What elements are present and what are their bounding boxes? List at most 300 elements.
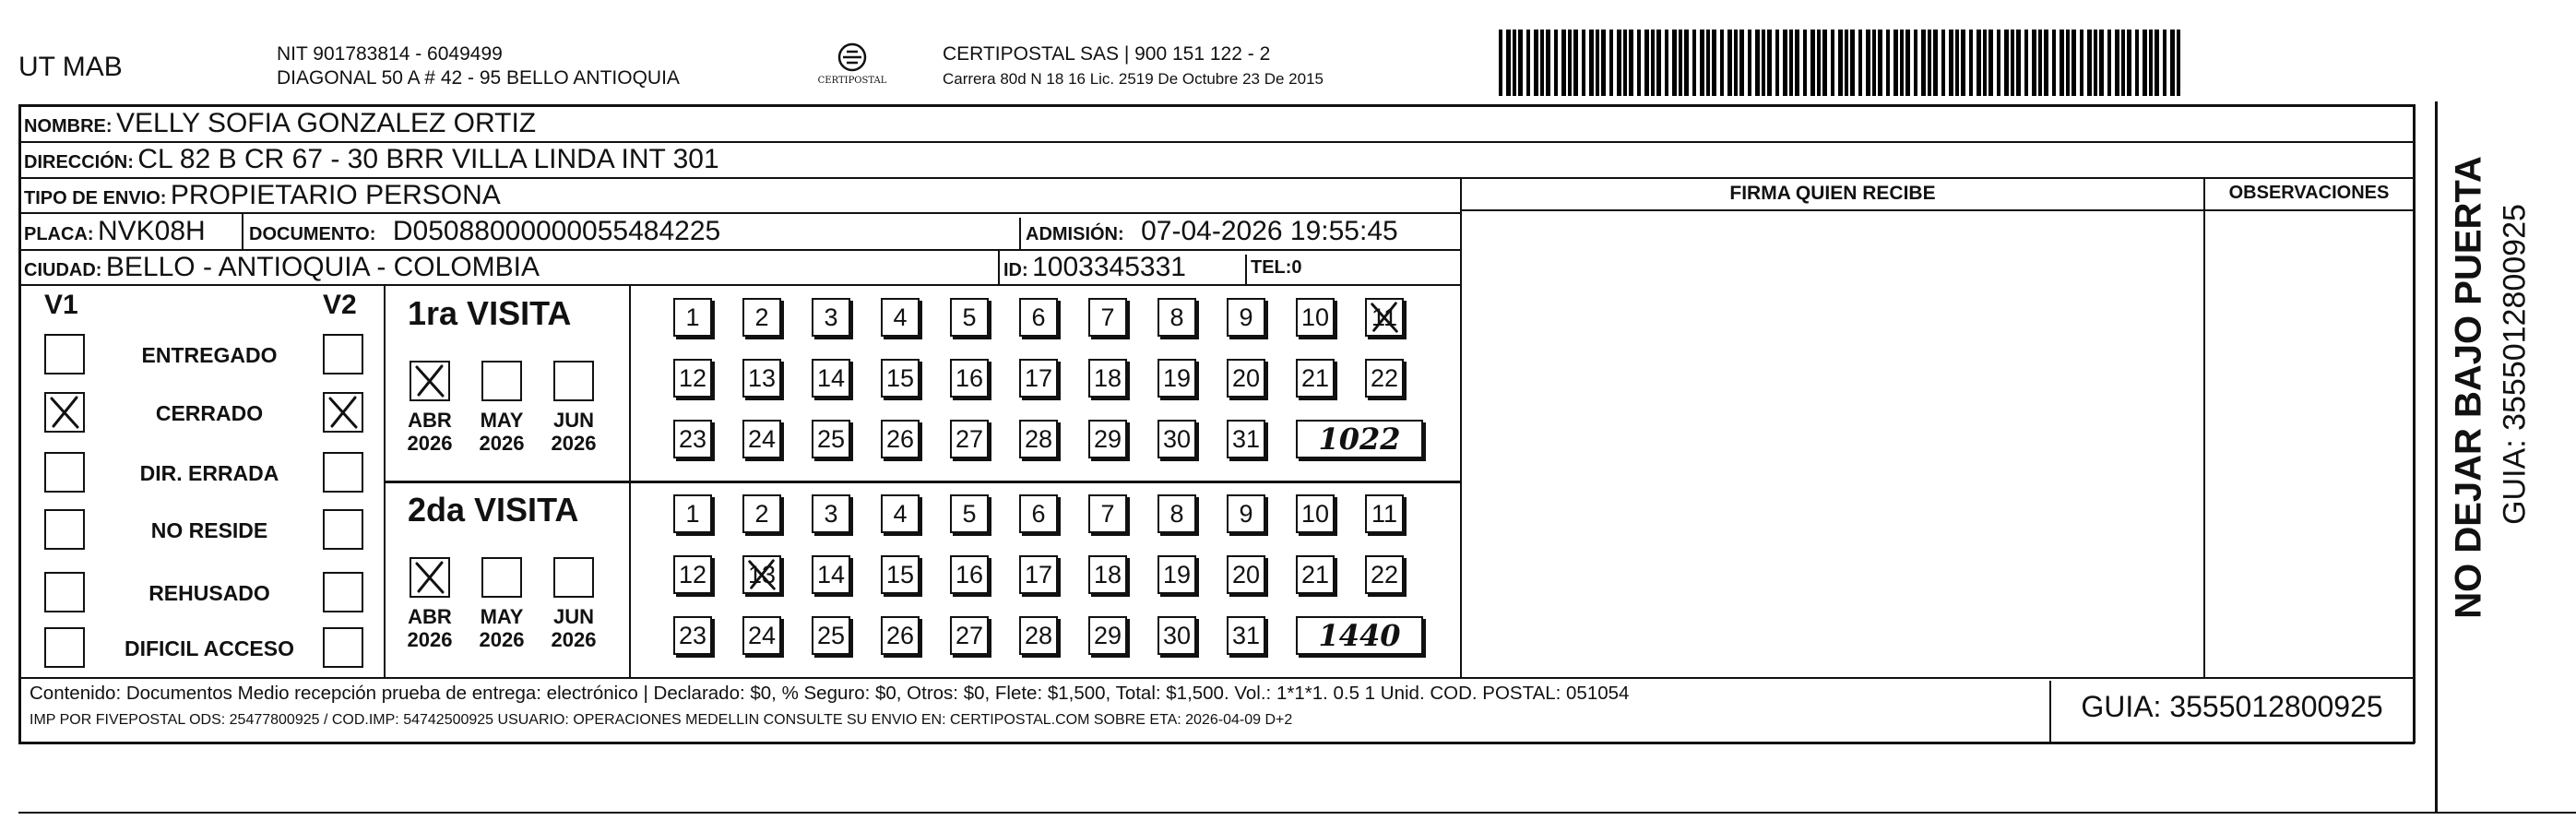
v1-checkbox[interactable] <box>44 334 85 374</box>
barcode-bar <box>2155 30 2159 96</box>
barcode-bar <box>1651 30 1655 96</box>
v2-checkbox[interactable] <box>323 572 363 612</box>
day-box[interactable] <box>812 420 850 458</box>
barcode-bar <box>1601 30 1606 96</box>
barcode-bar <box>2163 30 2166 96</box>
barcode-bar <box>2016 30 2021 96</box>
barcode <box>1499 30 2181 96</box>
day-number: 26 <box>885 622 915 649</box>
placa-field <box>24 216 206 252</box>
day-box[interactable] <box>881 494 920 533</box>
day-number: 9 <box>1239 303 1253 331</box>
day-number: 31 <box>1231 622 1261 649</box>
day-box[interactable] <box>1365 298 1404 337</box>
status-label: DIR. ERRADA <box>139 461 279 485</box>
placa-label: PLACA: <box>24 224 94 244</box>
day-box[interactable] <box>742 616 781 655</box>
barcode-bar <box>1810 30 1815 96</box>
month-checkbox[interactable] <box>410 557 450 598</box>
day-box[interactable] <box>812 359 850 398</box>
placa-value: NVK08H <box>98 216 206 246</box>
day-box[interactable] <box>1088 494 1127 533</box>
day-number: 30 <box>1162 425 1192 453</box>
month-year: 2026 <box>407 628 453 651</box>
day-number: 18 <box>1093 364 1122 392</box>
status-label: NO RESIDE <box>150 518 268 542</box>
day-number: 21 <box>1300 364 1330 392</box>
barcode-bar <box>1755 30 1760 96</box>
day-number: 13 <box>747 561 777 588</box>
month-caption <box>469 605 535 651</box>
barcode-bar <box>1949 30 1953 96</box>
day-number: 14 <box>816 364 846 392</box>
day-number: 11 <box>1371 500 1398 528</box>
barcode-bar <box>1789 30 1793 96</box>
day-number: 5 <box>962 303 977 331</box>
day-number: 24 <box>747 622 777 649</box>
observaciones-header: OBSERVACIONES <box>2228 183 2390 203</box>
day-box[interactable] <box>673 359 712 398</box>
day-number: 15 <box>885 561 915 588</box>
check-mark-icon <box>411 559 448 596</box>
barcode-bar <box>2177 30 2180 96</box>
day-number: 6 <box>1031 303 1046 331</box>
barcode-bar <box>1644 30 1649 96</box>
day-number: 14 <box>816 561 846 588</box>
barcode-bar <box>2099 30 2104 96</box>
day-number: 20 <box>1231 364 1261 392</box>
day-number: 17 <box>1024 364 1053 392</box>
firma-header: FIRMA QUIEN RECIBE <box>1729 183 1936 204</box>
day-box[interactable] <box>1227 494 1265 533</box>
barcode-bar <box>1866 30 1870 96</box>
month-checkbox[interactable] <box>553 361 594 401</box>
day-number: 27 <box>955 425 984 453</box>
v1-checkbox[interactable] <box>44 509 85 550</box>
v2-checkbox[interactable] <box>323 334 363 374</box>
contenido-text: Contenido: Documentos Medio recepción prueba de entrega: electrónico | Declarado: $0, % Seguro: $0, Otros: $0, Flete: $1,500, Total: $1,500. Vol.: 1*1*1. 0.5 1 Unid. COD. POSTAL: 051054 <box>30 683 1630 704</box>
v1-checkbox[interactable] <box>44 452 85 493</box>
barcode-bar <box>1969 30 1973 96</box>
documento-label: DOCUMENTO: <box>249 224 376 244</box>
barcode-bar <box>1554 30 1558 96</box>
tel-field <box>1251 252 1302 285</box>
barcode-bar <box>2066 30 2070 96</box>
day-box[interactable] <box>812 616 850 655</box>
barcode-bar <box>2032 30 2036 96</box>
barcode-bar <box>1977 30 1981 96</box>
barcode-bar <box>1838 30 1843 96</box>
day-number: 1 <box>685 500 700 528</box>
barcode-bar <box>1933 30 1938 96</box>
day-number: 10 <box>1300 303 1330 331</box>
barcode-bar <box>1672 30 1677 96</box>
day-box[interactable] <box>950 616 989 655</box>
direccion-field <box>24 144 719 180</box>
day-number: 8 <box>1169 500 1184 528</box>
day-number: 5 <box>962 500 977 528</box>
barcode-bar <box>1656 30 1661 96</box>
handwritten-time: 1440 <box>1296 616 1423 655</box>
status-label: DIFICIL ACCESO <box>124 636 294 660</box>
day-number: 6 <box>1031 500 1046 528</box>
day-mark-icon <box>744 557 779 592</box>
company-name: UT MAB <box>18 52 123 82</box>
firma-area[interactable] <box>1463 212 2202 676</box>
day-number: 16 <box>955 364 984 392</box>
day-number: 25 <box>816 425 846 453</box>
month-name: JUN <box>552 605 594 628</box>
barcode-bar <box>1596 30 1599 96</box>
barcode-bar <box>1637 30 1641 96</box>
day-box[interactable] <box>1227 420 1265 458</box>
barcode-bar <box>1817 30 1821 96</box>
day-box[interactable] <box>742 494 781 533</box>
day-box[interactable] <box>1088 420 1127 458</box>
certipostal-logo <box>815 41 889 96</box>
day-number: 29 <box>1093 622 1122 649</box>
barcode-bar <box>1573 30 1578 96</box>
barcode-bar <box>2044 30 2048 96</box>
barcode-bar <box>1845 30 1848 96</box>
day-number: 3 <box>824 303 838 331</box>
barcode-bar <box>1762 30 1765 96</box>
barcode-bar <box>1582 30 1585 96</box>
day-number: 31 <box>1231 425 1261 453</box>
v2-header: V2 <box>323 290 357 320</box>
nombre-value: VELLY SOFIA GONZALEZ ORTIZ <box>116 108 537 138</box>
day-box[interactable] <box>1365 555 1404 594</box>
visit-title: 1ra VISITA <box>408 294 572 332</box>
day-box[interactable] <box>1019 616 1058 655</box>
nombre-field <box>24 108 536 144</box>
day-box[interactable] <box>673 616 712 655</box>
barcode-bar <box>1961 30 1965 96</box>
check-mark-icon <box>46 394 83 431</box>
day-number: 25 <box>816 622 846 649</box>
status-label: ENTREGADO <box>141 343 278 367</box>
day-box[interactable] <box>742 555 781 594</box>
v1-header: V1 <box>44 290 78 320</box>
day-number: 28 <box>1024 622 1053 649</box>
barcode-bar <box>1997 30 2000 96</box>
month-year: 2026 <box>479 628 525 651</box>
month-checkbox[interactable] <box>410 361 450 401</box>
certipostal-company: CERTIPOSTAL SAS | 900 151 122 - 2 <box>943 43 1271 65</box>
month-name: ABR <box>408 409 452 432</box>
barcode-bar <box>1748 30 1751 96</box>
day-box[interactable] <box>1296 359 1335 398</box>
month-year: 2026 <box>551 432 597 455</box>
day-box[interactable] <box>673 298 712 337</box>
day-box[interactable] <box>1227 616 1265 655</box>
day-box[interactable] <box>1019 555 1058 594</box>
day-number: 23 <box>678 425 707 453</box>
day-number: 28 <box>1024 425 1053 453</box>
day-box[interactable] <box>1019 298 1058 337</box>
day-number: 3 <box>824 500 838 528</box>
day-box[interactable] <box>1157 359 1196 398</box>
barcode-bar <box>1513 30 1516 96</box>
day-number: 24 <box>747 425 777 453</box>
day-box[interactable] <box>742 359 781 398</box>
day-box[interactable] <box>1088 359 1127 398</box>
day-number: 30 <box>1162 622 1192 649</box>
day-number: 23 <box>678 622 707 649</box>
day-box[interactable] <box>1157 420 1196 458</box>
nombre-label: NOMBRE: <box>24 116 113 137</box>
barcode-bar <box>1665 30 1668 96</box>
day-box[interactable] <box>742 298 781 337</box>
ciudad-value: BELLO - ANTIOQUIA - COLOMBIA <box>105 252 540 282</box>
day-number: 7 <box>1100 303 1115 331</box>
day-box[interactable] <box>673 420 712 458</box>
imp-text: IMP POR FIVEPOSTAL ODS: 25477800925 / COD.IMP: 54742500925 USUARIO: OPERACIONES MEDELLIN CONSULTE SU ENVIO EN: CERTIPOSTAL.COM SOBRE ETA: 2026-04-09 D+2 <box>30 712 1293 728</box>
barcode-bar <box>2094 30 2097 96</box>
barcode-bar <box>1822 30 1827 96</box>
barcode-bar <box>1795 30 1799 96</box>
barcode-bar <box>2011 30 2014 96</box>
v2-checkbox[interactable] <box>323 627 363 668</box>
v2-checkbox[interactable] <box>323 452 363 493</box>
barcode-bar <box>2115 30 2119 96</box>
month-caption <box>540 605 607 651</box>
day-number: 29 <box>1093 425 1122 453</box>
day-number: 22 <box>1370 364 1399 392</box>
day-number: 13 <box>747 364 777 392</box>
day-box[interactable] <box>1157 298 1196 337</box>
month-year: 2026 <box>407 432 453 455</box>
day-number: 22 <box>1370 561 1399 588</box>
day-box[interactable] <box>881 420 920 458</box>
barcode-bar <box>1767 30 1772 96</box>
barcode-bar <box>1540 30 1544 96</box>
day-number: 15 <box>885 364 915 392</box>
barcode-bar <box>1831 30 1834 96</box>
barcode-bar <box>1589 30 1594 96</box>
barcode-bar <box>2107 30 2111 96</box>
day-box[interactable] <box>1365 359 1404 398</box>
day-box[interactable] <box>1019 420 1058 458</box>
direccion-value: CL 82 B CR 67 - 30 BRR VILLA LINDA INT 301 <box>137 144 719 174</box>
day-number: 2 <box>754 303 769 331</box>
sender-address: DIAGONAL 50 A # 42 - 95 BELLO ANTIOQUIA <box>277 67 680 89</box>
day-number: 19 <box>1162 561 1192 588</box>
day-box[interactable] <box>1088 616 1127 655</box>
side-title: NO DEJAR BAJO PUERTA <box>2448 156 2489 619</box>
logo-icon <box>815 41 889 96</box>
day-box[interactable] <box>1088 555 1127 594</box>
barcode-bar <box>1623 30 1627 96</box>
barcode-bar <box>1706 30 1710 96</box>
day-number: 7 <box>1100 500 1115 528</box>
barcode-bar <box>1561 30 1566 96</box>
barcode-bar <box>1739 30 1744 96</box>
barcode-bar <box>1734 30 1738 96</box>
day-box[interactable] <box>1296 555 1335 594</box>
barcode-bar <box>1506 30 1511 96</box>
barcode-bar <box>1941 30 1945 96</box>
day-number: 20 <box>1231 561 1261 588</box>
admision-field <box>1026 216 1398 252</box>
barcode-bar <box>1617 30 1621 96</box>
check-mark-icon <box>411 363 448 399</box>
month-caption <box>397 409 463 455</box>
barcode-bar <box>1983 30 1987 96</box>
barcode-bar <box>1955 30 1959 96</box>
month-caption <box>397 605 463 651</box>
day-box[interactable] <box>1019 359 1058 398</box>
day-number: 12 <box>678 561 707 588</box>
day-box[interactable] <box>881 298 920 337</box>
month-checkbox[interactable] <box>481 557 522 598</box>
tel-label: TEL:0 <box>1251 257 1302 278</box>
logo-text: CERTIPOSTAL <box>817 76 887 86</box>
barcode-bar <box>1692 30 1696 96</box>
day-box[interactable] <box>950 555 989 594</box>
barcode-bar <box>1534 30 1538 96</box>
month-name: ABR <box>408 605 452 628</box>
day-number: 26 <box>885 425 915 453</box>
day-number: 27 <box>955 622 984 649</box>
day-box[interactable] <box>950 359 989 398</box>
day-box[interactable] <box>1157 616 1196 655</box>
barcode-bar <box>1712 30 1716 96</box>
barcode-bar <box>1499 30 1502 96</box>
day-box[interactable] <box>812 555 850 594</box>
ciudad-field <box>24 252 540 288</box>
id-field <box>1003 252 1186 288</box>
barcode-bar <box>1546 30 1550 96</box>
v1-checkbox[interactable] <box>44 627 85 668</box>
barcode-bar <box>2127 30 2131 96</box>
day-box[interactable] <box>881 616 920 655</box>
ciudad-label: CIUDAD: <box>24 260 102 280</box>
barcode-bar <box>1921 30 1926 96</box>
barcode-bar <box>1720 30 1724 96</box>
barcode-bar <box>1858 30 1862 96</box>
day-box[interactable] <box>812 298 850 337</box>
barcode-bar <box>1629 30 1633 96</box>
barcode-bar <box>1905 30 1910 96</box>
barcode-bar <box>1518 30 1523 96</box>
month-year: 2026 <box>551 628 597 651</box>
day-box[interactable] <box>812 494 850 533</box>
month-checkbox[interactable] <box>481 361 522 401</box>
day-box[interactable] <box>881 359 920 398</box>
v2-checkbox[interactable] <box>323 392 363 433</box>
barcode-bar <box>1988 30 1993 96</box>
barcode-bar <box>2149 30 2153 96</box>
day-box[interactable] <box>881 555 920 594</box>
barcode-bar <box>1679 30 1682 96</box>
v2-checkbox[interactable] <box>323 509 363 550</box>
id-label: ID: <box>1003 260 1028 280</box>
barcode-bar <box>1700 30 1704 96</box>
month-name: MAY <box>480 605 524 628</box>
day-box[interactable] <box>1157 494 1196 533</box>
handwritten-time: 1022 <box>1296 420 1423 458</box>
day-number: 8 <box>1169 303 1184 331</box>
observaciones-area[interactable] <box>2206 212 2412 676</box>
barcode-bar <box>1928 30 1931 96</box>
month-caption <box>540 409 607 455</box>
month-caption <box>469 409 535 455</box>
barcode-bar <box>2170 30 2175 96</box>
barcode-bar <box>1775 30 1779 96</box>
day-box[interactable] <box>1296 298 1335 337</box>
day-number: 18 <box>1093 561 1122 588</box>
barcode-bar <box>2135 30 2139 96</box>
barcode-bar <box>1783 30 1787 96</box>
day-number: 16 <box>955 561 984 588</box>
day-box[interactable] <box>950 298 989 337</box>
day-box[interactable] <box>1019 494 1058 533</box>
day-number: 10 <box>1300 500 1330 528</box>
month-name: JUN <box>552 409 594 432</box>
month-checkbox[interactable] <box>553 557 594 598</box>
barcode-bar <box>2052 30 2056 96</box>
barcode-bar <box>1803 30 1807 96</box>
guia-footer: GUIA: 3555012800925 <box>2081 690 2383 723</box>
barcode-bar <box>2121 30 2125 96</box>
barcode-bar <box>1609 30 1613 96</box>
day-box[interactable] <box>1227 298 1265 337</box>
barcode-bar <box>2004 30 2009 96</box>
day-number: 21 <box>1300 561 1330 588</box>
nit: NIT 901783814 - 6049499 <box>277 43 503 65</box>
side-guia: GUIA: 3555012800925 <box>2497 204 2533 525</box>
day-box[interactable] <box>673 494 712 533</box>
tipo-envio-label: TIPO DE ENVIO: <box>24 188 167 208</box>
day-number: 12 <box>678 364 707 392</box>
admision-label: ADMISIÓN: <box>1026 224 1124 244</box>
day-box[interactable] <box>950 494 989 533</box>
barcode-bar <box>1893 30 1898 96</box>
day-number: 9 <box>1239 500 1253 528</box>
day-box[interactable] <box>1296 494 1335 533</box>
day-number: 19 <box>1162 364 1192 392</box>
documento-value: D05088000000055484225 <box>392 216 721 246</box>
barcode-bar <box>1914 30 1917 96</box>
day-mark-icon <box>1367 300 1402 335</box>
day-number: 4 <box>893 303 908 331</box>
month-name: MAY <box>480 409 524 432</box>
admision-value: 07-04-2026 19:55:45 <box>1141 216 1398 246</box>
barcode-bar <box>1886 30 1890 96</box>
barcode-bar <box>2038 30 2042 96</box>
barcode-bar <box>1568 30 1572 96</box>
day-box[interactable] <box>673 555 712 594</box>
day-box[interactable] <box>1088 298 1127 337</box>
day-box[interactable] <box>1365 494 1404 533</box>
id-value: 1003345331 <box>1032 252 1186 282</box>
day-box[interactable] <box>742 420 781 458</box>
status-label: CERRADO <box>155 401 264 425</box>
day-number: 17 <box>1024 561 1053 588</box>
barcode-bar <box>2024 30 2028 96</box>
month-year: 2026 <box>479 432 525 455</box>
barcode-bar <box>2143 30 2147 96</box>
v1-checkbox[interactable] <box>44 572 85 612</box>
day-box[interactable] <box>1227 555 1265 594</box>
day-box[interactable] <box>950 420 989 458</box>
barcode-bar <box>1872 30 1876 96</box>
v1-checkbox[interactable] <box>44 392 85 433</box>
day-box[interactable] <box>1157 555 1196 594</box>
day-box[interactable] <box>1227 359 1265 398</box>
day-number: 4 <box>893 500 908 528</box>
